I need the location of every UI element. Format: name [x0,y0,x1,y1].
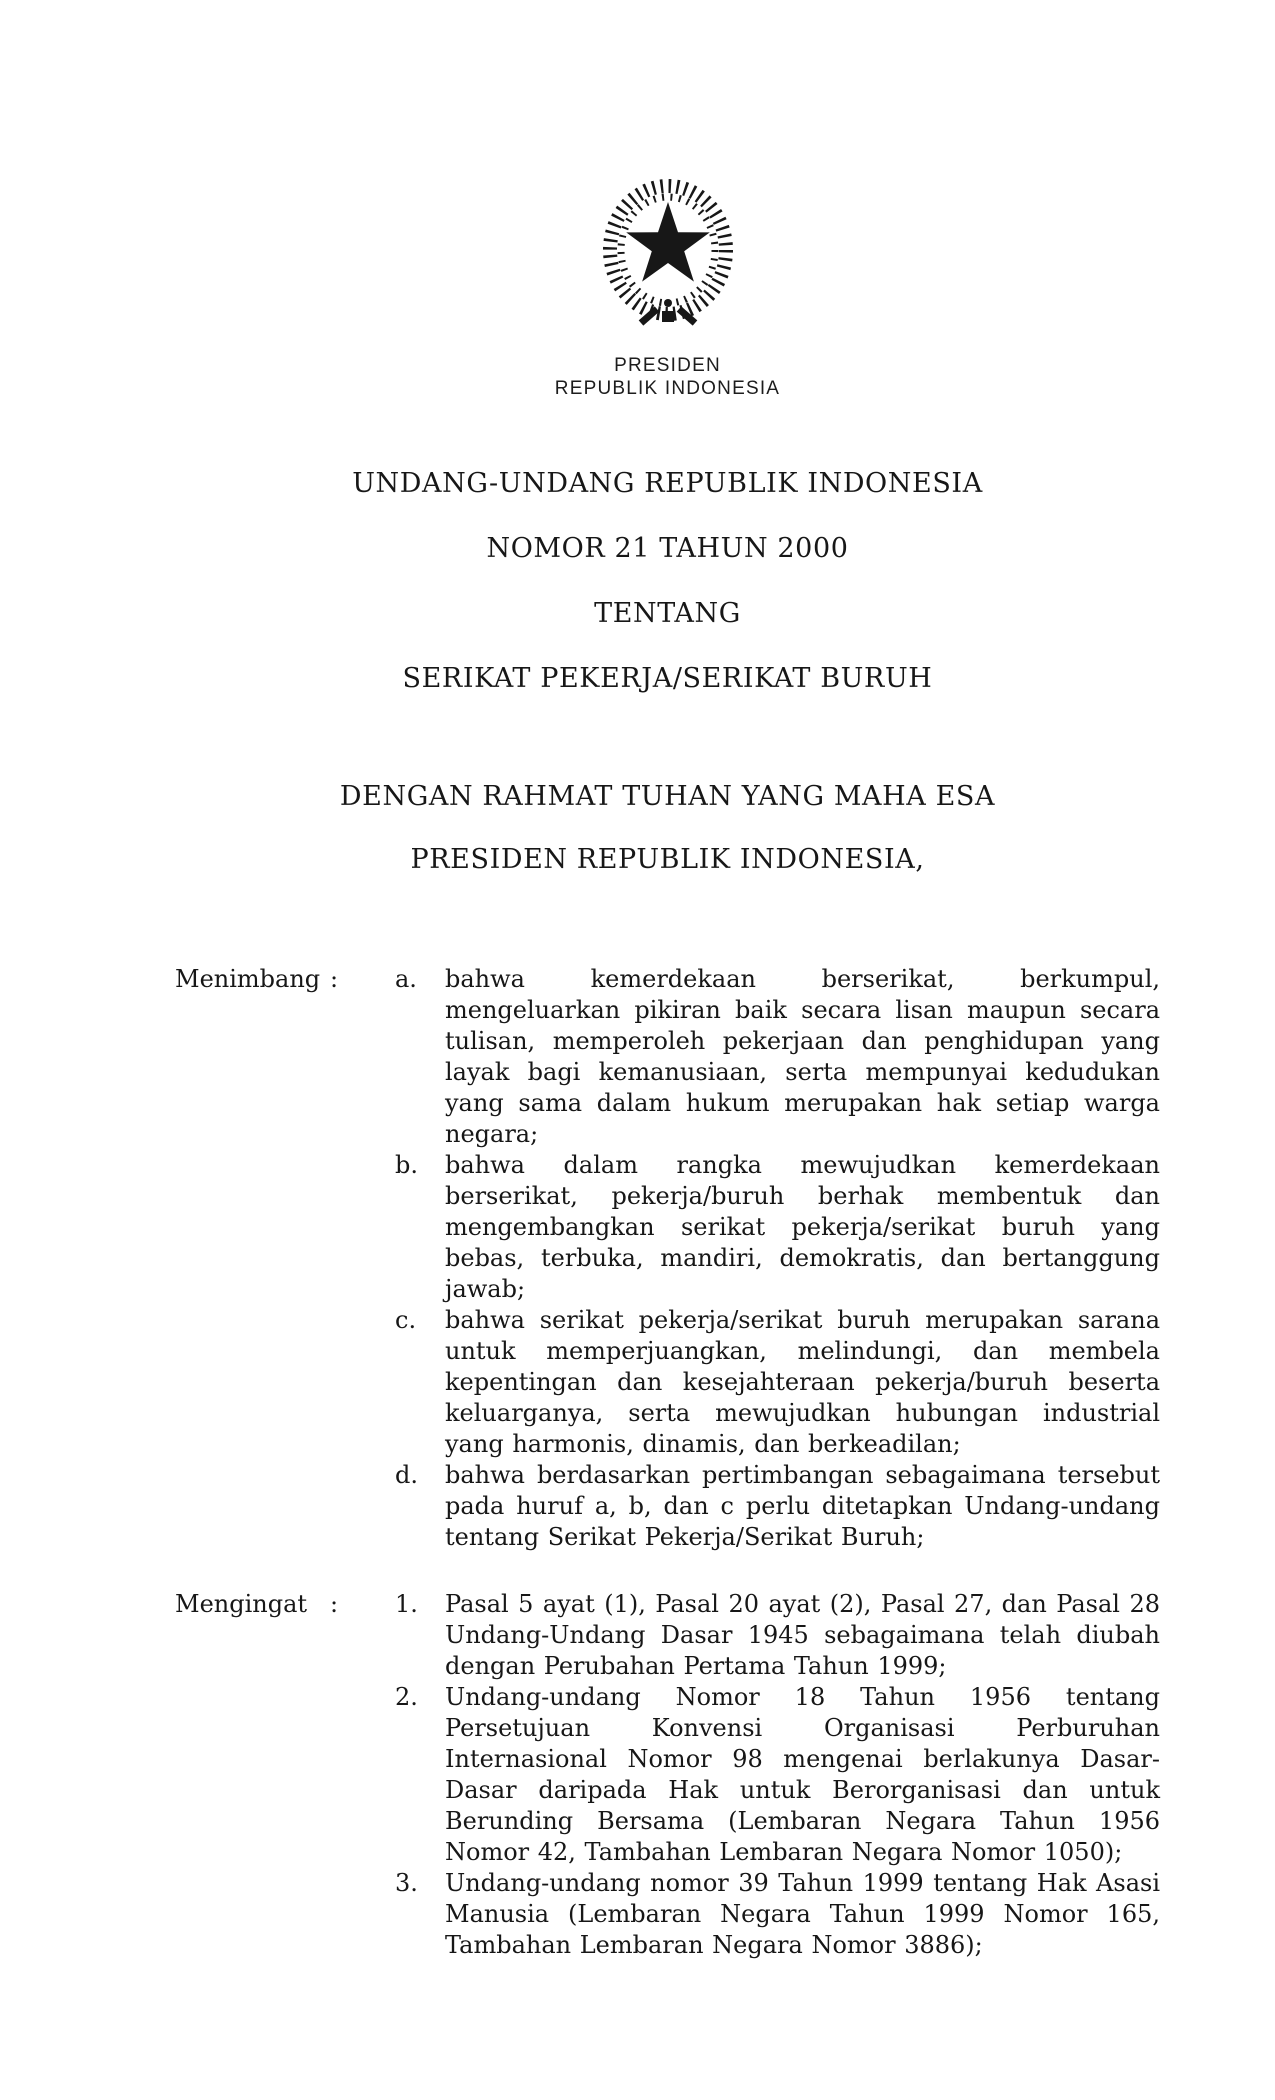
item-marker: 1. [395,1590,418,1618]
menimbang-item-c [395,1305,1160,1460]
menimbang-items [395,964,1160,1553]
item-marker: d. [395,1461,418,1489]
item-text: bahwa berdasarkan pertimbangan sebagaimana tersebut pada huruf a, b, dan c perlu ditetapkan Undang-undang tentang Serikat Pekerja/Serikat Buruh; [445,1461,1160,1551]
item-text: Undang-undang nomor 39 Tahun 1999 tentang Hak Asasi Manusia (Lembaran Negara Tahun 1999 Nomor 165, Tambahan Lembaran Negara Nomor 3886); [445,1869,1160,1959]
ribbon-left [641,309,657,323]
menimbang-section [175,964,1160,1553]
menimbang-item-a [395,964,1160,1150]
emblem-block [175,172,1160,332]
menimbang-colon: : [330,965,339,993]
mengingat-item-2 [395,1682,1160,1868]
preamble-president-line: PRESIDEN REPUBLIK INDONESIA, [410,844,925,875]
preamble-grace-line: DENGAN RAHMAT TUHAN YANG MAHA ESA [339,781,996,812]
item-text: bahwa serikat pekerja/serikat buruh merupakan sarana untuk memperjuangkan, melindungi, dan membela kepentingan dan kesejahteraan pekerja/buruh beserta keluarganya, serta mewujudkan hubungan industrial yang harmonis, dinamis, dan berkeadilan; [445,1306,1160,1458]
star-icon [626,202,710,282]
ribbon-knot-dot [664,299,672,307]
law-tentang-line: TENTANG [594,598,741,629]
page-content [175,172,1160,1961]
law-title-block [175,468,1160,695]
menimbang-label: Menimbang [175,965,321,993]
emblem-caption-line2: REPUBLIK INDONESIA [554,378,781,399]
mengingat-section [175,1589,1160,1961]
preamble-block [175,781,1160,876]
item-marker: a. [395,965,417,993]
mengingat-label: Mengingat [175,1590,308,1618]
ribbon-right [679,309,695,323]
menimbang-item-d [395,1460,1160,1553]
emblem-caption [175,354,1160,400]
law-number-line: NOMOR 21 TAHUN 2000 [486,533,849,564]
law-subject-line: SERIKAT PEKERJA/SERIKAT BURUH [402,663,933,694]
item-text: Undang-undang Nomor 18 Tahun 1956 tentang Persetujuan Konvensi Organisasi Perburuhan Internasional Nomor 98 mengenai berlakunya Dasar-Dasar daripada Hak untuk Berorganisasi dan untuk Berunding Bersama (Lembaran Negara Tahun 1956 Nomor 42, Tambahan Lembaran Negara Nomor 1050); [445,1683,1160,1866]
menimbang-item-b [395,1150,1160,1305]
emblem-caption-line1: PRESIDEN [614,355,721,376]
item-text: bahwa kemerdekaan berserikat, berkumpul, mengeluarkan pikiran baik secara lisan maupun secara tulisan, memperoleh pekerjaan dan penghidupan yang layak bagi kemanusiaan, serta mempunyai kedudukan yang sama dalam hukum merupakan hak setiap warga negara; [445,965,1160,1148]
item-marker: b. [395,1151,418,1179]
item-text: Pasal 5 ayat (1), Pasal 20 ayat (2), Pasal 27, dan Pasal 28 Undang-Undang Dasar 1945 sebagaimana telah diubah dengan Perubahan Pertama Tahun 1999; [445,1590,1160,1680]
item-marker: 3. [395,1869,418,1897]
mengingat-item-1 [395,1589,1160,1682]
item-marker: 2. [395,1683,418,1711]
item-marker: c. [395,1306,417,1334]
clauses [175,964,1160,1961]
presidential-star-wreath-emblem-icon [593,172,743,332]
mengingat-items [395,1589,1160,1961]
mengingat-item-3 [395,1868,1160,1961]
item-text: bahwa dalam rangka mewujudkan kemerdekaan berserikat, pekerja/buruh berhak membentuk dan mengembangkan serikat pekerja/serikat buruh yang bebas, terbuka, mandiri, demokratis, dan bertanggung jawab; [445,1151,1160,1303]
mengingat-colon: : [330,1590,339,1618]
ribbon-knot [662,311,674,322]
law-title-line: UNDANG-UNDANG REPUBLIK INDONESIA [352,468,983,499]
